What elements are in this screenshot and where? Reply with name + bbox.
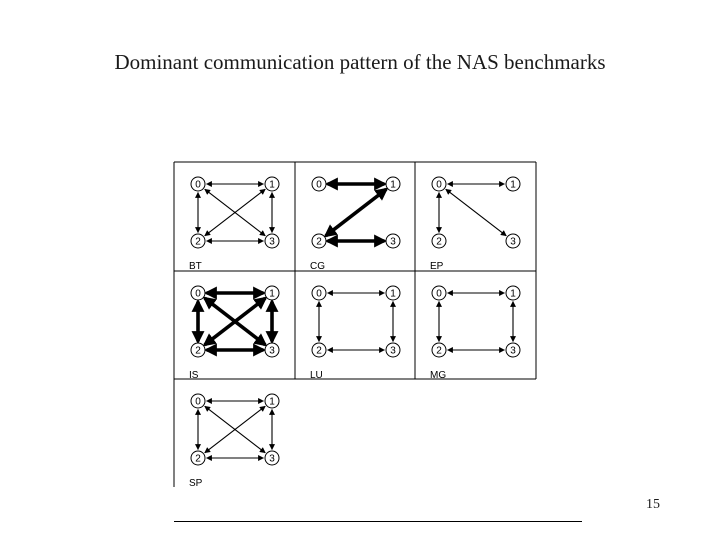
- node-label: 1: [269, 396, 275, 408]
- node-label: 1: [510, 288, 516, 300]
- panel-mg: [430, 286, 520, 381]
- panel-label: MG: [430, 370, 447, 381]
- node-label: 1: [510, 179, 516, 191]
- node-label: 2: [436, 236, 442, 248]
- panel-label: EP: [430, 261, 444, 272]
- edge-0-3: [446, 189, 507, 236]
- node-label: 2: [436, 345, 442, 357]
- node-label: 3: [269, 345, 275, 357]
- panel-is: [189, 286, 279, 381]
- node-label: 3: [269, 453, 275, 465]
- node-label: 3: [510, 345, 516, 357]
- node-label: 2: [316, 345, 322, 357]
- panel-label: BT: [189, 261, 202, 272]
- node-label: 3: [390, 345, 396, 357]
- node-label: 1: [269, 179, 275, 191]
- panel-label: CG: [310, 261, 325, 272]
- node-label: 0: [195, 179, 201, 191]
- panel-lu: [310, 286, 400, 381]
- node-label: 0: [195, 396, 201, 408]
- node-label: 2: [195, 236, 201, 248]
- node-label: 0: [436, 288, 442, 300]
- node-label: 0: [316, 179, 322, 191]
- slide-title: Dominant communication pattern of the NAS benchmarks: [114, 50, 606, 74]
- node-label: 0: [195, 288, 201, 300]
- node-label: 3: [510, 236, 516, 248]
- panel-label: LU: [310, 370, 323, 381]
- node-label: 3: [269, 236, 275, 248]
- panel-sp: [189, 394, 279, 489]
- panel-label: IS: [189, 370, 199, 381]
- node-label: 0: [316, 288, 322, 300]
- panel-ep: [430, 177, 520, 272]
- node-label: 2: [195, 453, 201, 465]
- node-label: 2: [316, 236, 322, 248]
- panel-label: SP: [189, 478, 203, 489]
- footer-rule: [174, 521, 582, 522]
- page-number: 15: [646, 497, 660, 512]
- node-label: 1: [390, 288, 396, 300]
- node-label: 1: [269, 288, 275, 300]
- edge-1-2: [326, 189, 387, 236]
- panel-bt: [189, 177, 279, 272]
- node-label: 1: [390, 179, 396, 191]
- node-label: 0: [436, 179, 442, 191]
- node-label: 2: [195, 345, 201, 357]
- panel-cg: [310, 177, 400, 272]
- node-label: 3: [390, 236, 396, 248]
